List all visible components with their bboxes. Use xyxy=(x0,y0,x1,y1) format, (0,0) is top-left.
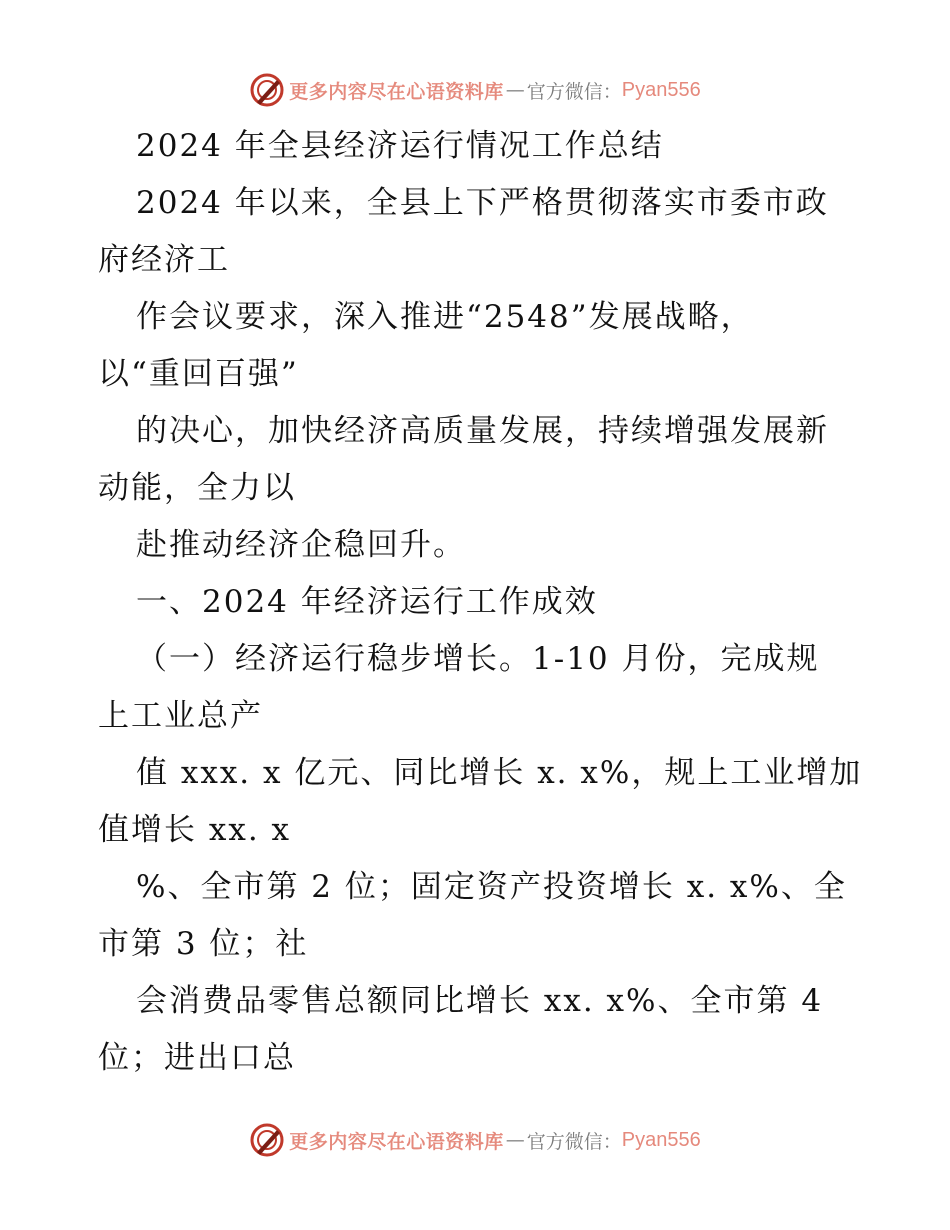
watermark-separator: — xyxy=(505,79,525,101)
text-line: 动能，全力以 xyxy=(98,470,296,506)
text-line: 值 xxx. x 亿元、同比增长 x. x%，规上工业增加 xyxy=(136,755,863,791)
document-title: 2024 年全县经济运行情况工作总结 xyxy=(136,128,664,164)
text-line: 市第 3 位；社 xyxy=(98,926,309,962)
watermark-separator: — xyxy=(505,1129,525,1151)
document-body xyxy=(98,118,863,1087)
text-line: 作会议要求，深入推进“2548”发展战略， xyxy=(136,299,754,335)
text-line: 2024 年以来，全县上下严格贯彻落实市委市政 xyxy=(136,185,829,221)
text-line: 位；进出口总 xyxy=(98,1040,296,1076)
header-watermark xyxy=(0,70,950,110)
text-line: 府经济工 xyxy=(98,242,230,278)
subsection-heading: （一）经济运行稳步增长。1-10 月份，完成规 xyxy=(136,641,820,677)
text-line: 上工业总产 xyxy=(98,698,263,734)
watermark-wechat-id: Pyan556 xyxy=(621,78,701,101)
text-line: 会消费品零售总额同比增长 xx. x%、全市第 4 xyxy=(136,983,824,1019)
text-line: 赴推动经济企稳回升。 xyxy=(136,527,466,563)
footer-watermark xyxy=(0,1120,950,1160)
text-line: 的决心，加快经济高质量发展，持续增强发展新 xyxy=(136,413,829,449)
pen-logo-icon xyxy=(249,72,285,108)
watermark-wechat-id: Pyan556 xyxy=(621,1128,701,1151)
text-line: 以“重回百强” xyxy=(98,356,299,392)
pen-logo-icon xyxy=(249,1122,285,1158)
text-line: %、全市第 2 位；固定资产投资增长 x. x%、全 xyxy=(136,869,847,905)
watermark-brand: 更多内容尽在心语资料库 xyxy=(289,80,504,103)
watermark-wechat-label: 官方微信： xyxy=(526,1130,622,1153)
watermark-wechat-label: 官方微信： xyxy=(526,80,622,103)
section-heading: 一、2024 年经济运行工作成效 xyxy=(136,584,598,620)
text-line: 值增长 xx. x xyxy=(98,812,292,848)
watermark-brand: 更多内容尽在心语资料库 xyxy=(289,1130,504,1153)
